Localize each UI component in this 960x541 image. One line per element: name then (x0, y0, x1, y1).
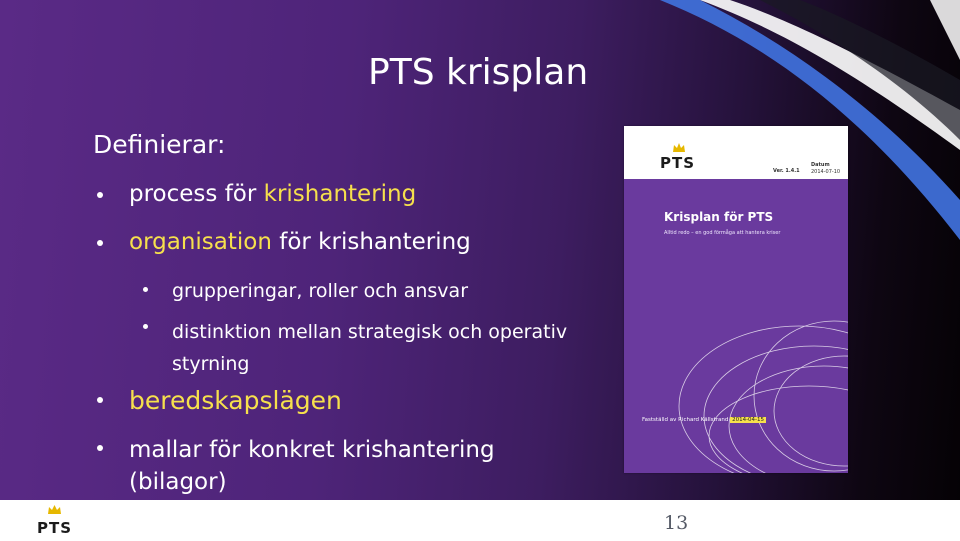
bullet-readiness-levels: beredskapslägen (129, 386, 342, 415)
cover-subtitle: Alltid redo – en god förmåga att hantera kriser (664, 230, 781, 236)
sub-bullet-dot (143, 287, 148, 292)
cover-approval (642, 417, 766, 423)
cover-version: Ver. 1.4.1 (773, 168, 800, 174)
bullet-templates: mallar för konkret krishantering (bilagor) (129, 437, 495, 495)
bullet-organisation-highlight: organisation (129, 229, 272, 255)
sub-bullet-steering: distinktion mellan strategisk och operativ styrning (172, 321, 568, 375)
cover-approval-text: Fastställd av Richard Källstrand (642, 417, 729, 423)
pts-logo (27, 503, 82, 537)
bullet-dot (97, 445, 103, 451)
slide-title: PTS krisplan (368, 52, 589, 93)
bullet-organisation (129, 229, 471, 255)
cover-title: Krisplan för PTS (664, 210, 774, 224)
cover-header (624, 126, 848, 179)
cover-arc-graphic (624, 306, 848, 473)
bullet-dot (97, 240, 103, 246)
document-cover-image (624, 126, 848, 473)
cover-date-label: Datum (811, 162, 830, 168)
cover-logo: PTS (660, 154, 696, 172)
sub-bullet-roles: grupperingar, roller och ansvar (172, 280, 469, 302)
bullet-process-text: process för (129, 181, 264, 207)
page-number: 13 (664, 512, 689, 534)
bullet-dot (97, 192, 103, 198)
bullet-process-highlight: krishantering (263, 181, 417, 207)
bullet-organisation-text: för krishantering (271, 229, 471, 255)
bullet-process (129, 181, 416, 207)
cover-approval-date: 2014-04-15 (732, 417, 765, 423)
crown-icon (672, 142, 686, 154)
intro-label: Definierar: (93, 130, 226, 159)
footer-logo-text: PTS (36, 519, 73, 537)
bullet-dot (97, 397, 103, 403)
sub-bullet-dot (143, 324, 148, 329)
crown-icon (48, 505, 61, 514)
cover-date: 2014-07-10 (811, 169, 841, 175)
